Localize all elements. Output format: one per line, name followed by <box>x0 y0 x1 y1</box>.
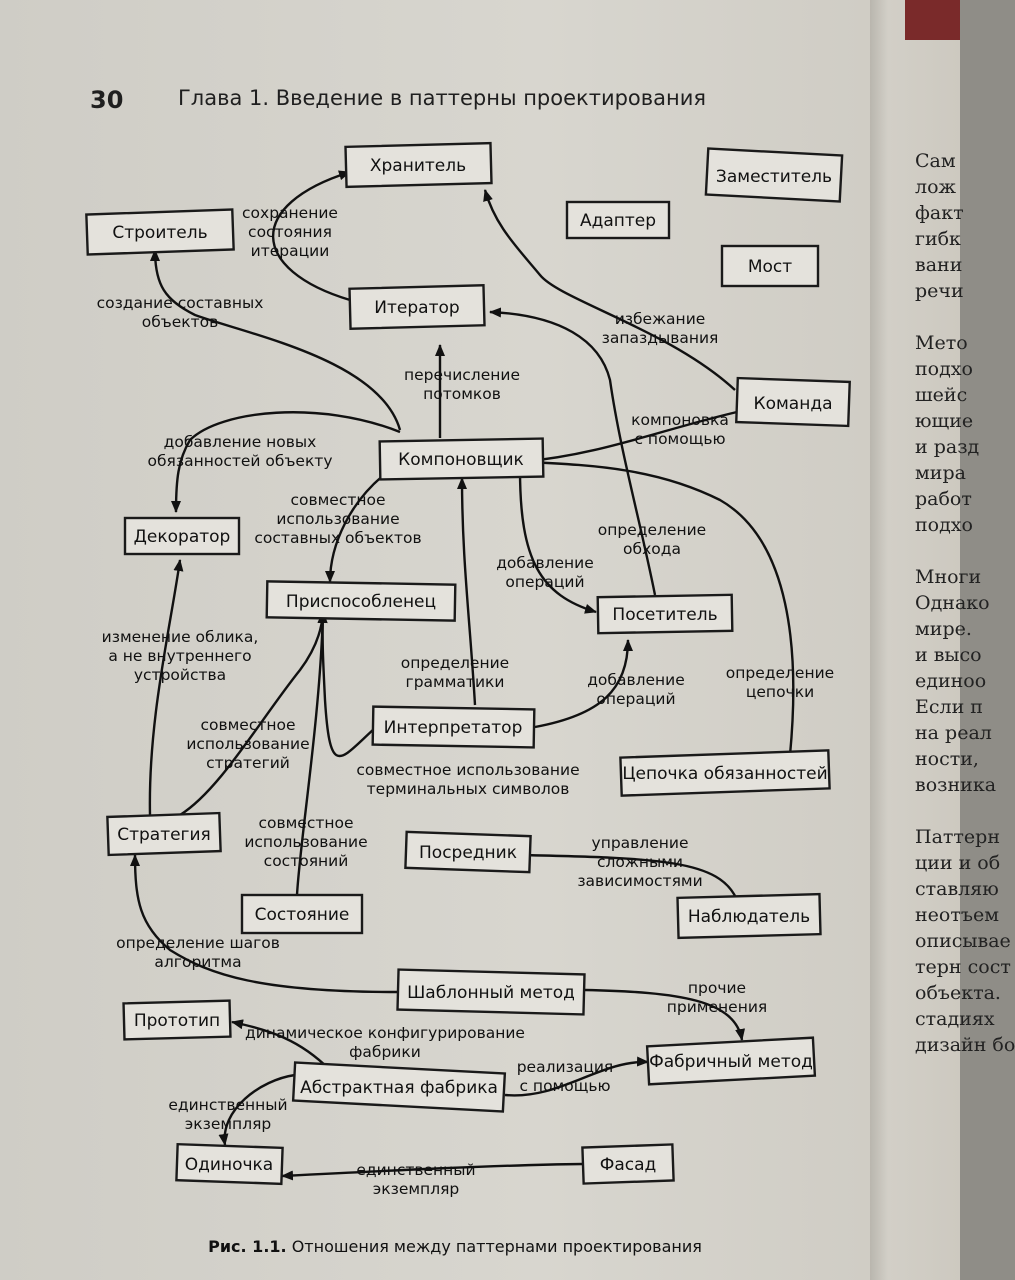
box-memento <box>346 143 492 187</box>
facing-page-line: ности, <box>915 748 979 770</box>
label-other-uses-line: применения <box>666 998 768 1016</box>
label-share-strategies-line: использование <box>186 735 310 753</box>
label-avoid-hysteresis-line: запаздывания <box>601 329 719 347</box>
box-strategy <box>107 813 220 855</box>
label-define-grammar-line: грамматики <box>405 673 505 691</box>
box-visitor <box>598 595 733 633</box>
facing-page-line: неотъем <box>915 904 999 926</box>
label-create-composites-line: создание составных <box>96 294 264 312</box>
box-builder <box>86 209 233 254</box>
label-define-traversal <box>598 521 706 558</box>
box-abstract-factory <box>293 1063 505 1112</box>
edge-composite-builder <box>155 250 400 430</box>
label-single-instance-2-line: единственный <box>356 1161 476 1179</box>
label-add-operations-2 <box>587 671 685 708</box>
box-label-observer: Наблюдатель <box>687 907 811 927</box>
box-label-state: Состояние <box>254 905 350 925</box>
box-chain <box>620 750 829 795</box>
box-decorator <box>125 518 239 554</box>
facing-page-line: речи <box>915 280 964 302</box>
label-add-operations-1 <box>496 554 594 591</box>
label-enumerate-children-line: потомков <box>423 385 501 403</box>
label-define-traversal-line: определение <box>597 521 707 539</box>
box-label-singleton: Одиночка <box>184 1155 274 1175</box>
label-share-composites <box>254 491 421 547</box>
box-flyweight <box>267 581 456 620</box>
figure-caption-text: Отношения между паттернами проектирования <box>291 1237 702 1256</box>
edge-interpreter-flyweight <box>323 612 375 756</box>
box-label-chain: Цепочка обязанностей <box>622 764 828 784</box>
facing-page-line: и разд <box>915 436 980 458</box>
label-share-states-line: использование <box>244 833 368 851</box>
box-proxy <box>706 149 842 202</box>
box-label-composite: Компоновщик <box>398 450 524 470</box>
label-change-skin-line: устройства <box>133 666 227 684</box>
box-prototype <box>124 1001 231 1040</box>
facing-page-line: ставляю <box>915 878 999 900</box>
label-save-iteration-state-line: сохранение <box>242 204 338 222</box>
box-label-mediator: Посредник <box>419 843 517 863</box>
label-save-iteration-state <box>242 204 338 260</box>
facing-page-line: терн сост <box>915 956 1011 978</box>
label-single-instance-1-line: единственный <box>168 1096 288 1114</box>
chapter-title: Глава 1. Введение в паттерны проектирования <box>178 86 707 110</box>
label-other-uses-line: прочие <box>687 979 747 997</box>
facing-page-line: Однако <box>915 592 990 614</box>
label-define-algorithm-steps-line: определение шагов <box>116 934 280 952</box>
box-observer <box>678 894 821 938</box>
label-share-composites-line: составных объектов <box>254 529 422 547</box>
box-composite <box>380 439 544 480</box>
box-label-iterator: Итератор <box>374 298 460 318</box>
facing-page-line: Если п <box>915 696 983 718</box>
label-add-responsibilities-line: добавление новых <box>163 433 317 451</box>
label-change-skin-line: а не внутреннего <box>108 647 252 665</box>
facing-page-line: мира <box>915 462 966 484</box>
box-template-method <box>398 970 585 1015</box>
facing-page-line: описывае <box>915 930 1011 952</box>
label-implement-using-line: реализация <box>516 1058 614 1076</box>
label-configure-factory-line: динамическое конфигурирование <box>245 1024 525 1042</box>
label-other-uses <box>667 979 767 1016</box>
facing-page-line: дизайн бо <box>915 1034 1015 1056</box>
edge-strategy-decorator <box>150 560 180 815</box>
label-define-grammar-line: определение <box>400 654 510 672</box>
box-label-factory-method: Фабричный метод <box>649 1052 813 1072</box>
facing-page-line: факт <box>915 202 964 224</box>
label-change-skin <box>102 628 259 684</box>
label-enumerate-children <box>404 366 520 403</box>
facing-page-line: стадиях <box>915 1008 995 1030</box>
box-facade <box>582 1144 673 1183</box>
label-add-operations-2-line: операций <box>596 690 676 708</box>
box-label-interpreter: Интерпретатор <box>383 718 523 738</box>
box-label-template-method: Шаблонный метод <box>407 983 575 1003</box>
box-label-bridge: Мост <box>747 257 793 277</box>
label-define-traversal-line: обхода <box>623 540 681 558</box>
label-share-strategies <box>186 716 309 772</box>
label-single-instance-2-line: экземпляр <box>372 1180 460 1198</box>
facing-page-line: подхо <box>915 358 973 380</box>
label-single-instance-1 <box>168 1096 287 1133</box>
box-state <box>242 895 362 933</box>
box-factory-method <box>647 1038 815 1085</box>
label-configure-factory <box>245 1024 525 1061</box>
facing-page-line: и высо <box>915 644 982 666</box>
facing-page-line: шейс <box>915 384 968 406</box>
facing-page-line: мире. <box>915 618 972 640</box>
label-add-operations-2-line: добавление <box>587 671 685 689</box>
box-mediator <box>405 832 530 872</box>
box-interpreter <box>373 707 535 748</box>
box-adapter <box>567 202 669 238</box>
box-label-facade: Фасад <box>599 1155 657 1175</box>
box-command <box>736 378 849 426</box>
label-create-composites-line: объектов <box>141 313 219 331</box>
facing-page-line: Многи <box>915 566 982 588</box>
label-complex-dependencies <box>577 834 702 890</box>
label-define-grammar <box>401 654 509 691</box>
label-single-instance-1-line: экземпляр <box>184 1115 272 1133</box>
label-share-states <box>244 814 367 870</box>
label-share-states-line: совместное <box>258 814 354 832</box>
box-label-memento: Хранитель <box>369 156 467 176</box>
figure-caption-prefix: Рис. 1.1. <box>208 1237 287 1256</box>
label-share-composites-line: использование <box>276 510 400 528</box>
label-define-algorithm-steps <box>116 934 280 971</box>
label-configure-factory-line: фабрики <box>349 1043 421 1061</box>
facing-page-line: ющие <box>915 410 974 432</box>
label-add-operations-1-line: операций <box>505 573 585 591</box>
label-compose-using <box>631 411 729 448</box>
label-create-composites <box>97 294 264 331</box>
box-label-adapter: Адаптер <box>579 211 657 231</box>
facing-page-line: работ <box>915 488 972 510</box>
label-define-chain <box>726 664 834 701</box>
label-enumerate-children-line: перечисление <box>404 366 520 384</box>
facing-page-line: возника <box>915 774 997 796</box>
label-share-terminals-line: терминальных символов <box>366 780 570 798</box>
box-label-prototype: Прототип <box>133 1011 221 1031</box>
facing-page-line: Паттерн <box>915 826 1000 848</box>
box-label-decorator: Декоратор <box>133 527 231 547</box>
facing-page-line: единоо <box>915 670 987 692</box>
label-avoid-hysteresis-line: избежание <box>614 310 706 328</box>
label-share-strategies-line: совместное <box>200 716 296 734</box>
label-single-instance-2 <box>356 1161 475 1198</box>
label-save-iteration-state-line: итерации <box>250 242 330 260</box>
page-number: 30 <box>90 86 124 114</box>
box-label-flyweight: Приспособленец <box>285 592 437 612</box>
label-implement-using-line: с помощью <box>519 1077 611 1095</box>
label-add-responsibilities <box>147 433 332 470</box>
label-implement-using <box>517 1058 614 1095</box>
label-share-terminals <box>356 761 579 798</box>
label-share-terminals-line: совместное использование <box>356 761 580 779</box>
box-label-command: Команда <box>753 394 833 414</box>
label-share-composites-line: совместное <box>290 491 386 509</box>
label-add-operations-1-line: добавление <box>496 554 594 572</box>
facing-page-line: на реал <box>915 722 992 744</box>
facing-page-line: Мето <box>915 332 968 354</box>
facing-page-line: гибк <box>915 228 961 250</box>
box-label-abstract-factory: Абстрактная фабрика <box>300 1078 498 1098</box>
label-save-iteration-state-line: состояния <box>248 223 332 241</box>
label-complex-dependencies-line: сложными <box>596 853 684 871</box>
facing-page-line: ции и об <box>915 852 1001 874</box>
label-define-algorithm-steps-line: алгоритма <box>154 953 242 971</box>
box-bridge <box>722 246 818 286</box>
label-change-skin-line: изменение облика, <box>101 628 259 646</box>
figure-caption <box>208 1237 702 1256</box>
box-label-visitor: Посетитель <box>612 605 718 625</box>
box-label-builder: Строитель <box>112 223 208 243</box>
label-compose-using-line: с помощью <box>634 430 726 448</box>
box-label-proxy: Заместитель <box>715 167 833 187</box>
label-define-chain-line: цепочки <box>745 683 815 701</box>
box-singleton <box>176 1144 282 1184</box>
box-label-strategy: Стратегия <box>117 825 211 845</box>
label-add-responsibilities-line: обязанностей объекту <box>147 452 333 470</box>
facing-page-line: Сам <box>915 150 956 172</box>
label-complex-dependencies-line: зависимостями <box>577 872 703 890</box>
facing-page-line: лож <box>915 176 956 198</box>
label-avoid-hysteresis <box>602 310 719 347</box>
facing-page-line: объекта. <box>915 982 1001 1004</box>
box-iterator <box>349 285 484 328</box>
label-share-strategies-line: стратегий <box>206 754 290 772</box>
label-compose-using-line: компоновка <box>631 411 729 429</box>
label-share-states-line: состояний <box>263 852 349 870</box>
label-define-chain-line: определение <box>725 664 835 682</box>
facing-page-line: вани <box>915 254 963 276</box>
facing-page-line: подхо <box>915 514 973 536</box>
label-complex-dependencies-line: управление <box>591 834 689 852</box>
